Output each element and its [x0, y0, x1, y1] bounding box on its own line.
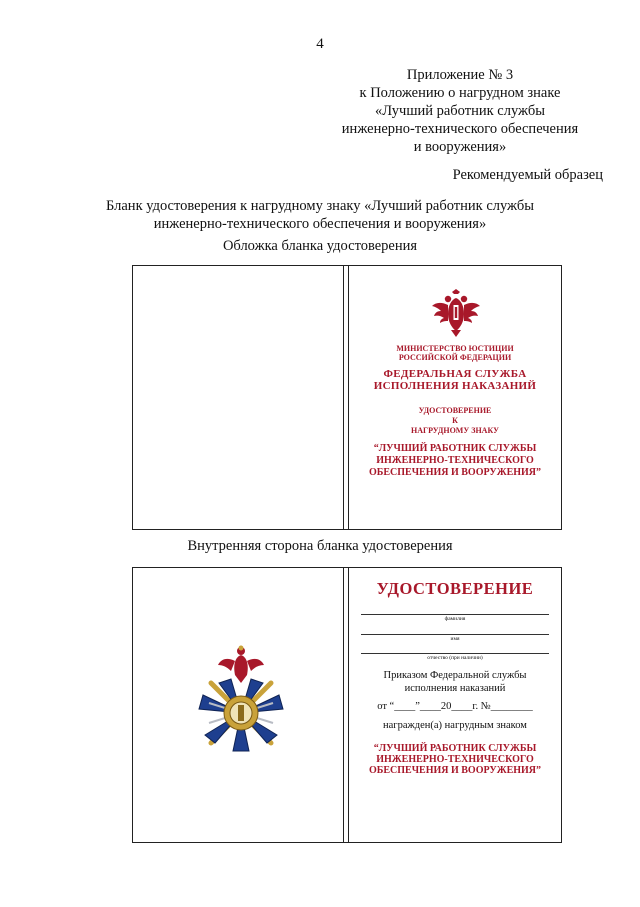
appendix-line: и вооружения» — [413, 139, 507, 155]
inner-spread — [132, 567, 562, 843]
order-line: Приказом Федеральной службы — [383, 670, 527, 681]
blank-title-line: Бланк удостоверения к нагрудному знаку «Лучший работник службы — [106, 198, 534, 214]
cover-service-line: ИСПОЛНЕНИЯ НАКАЗАНИЙ — [373, 380, 537, 392]
patronymic-hint: отчество (при наличии) — [427, 655, 483, 661]
inner-left-panel — [133, 568, 343, 842]
inner-spine-line — [343, 568, 344, 842]
inner-award-line: ОБЕСПЕЧЕНИЯ И ВООРУЖЕНИЯ” — [368, 765, 542, 776]
cover-front-panel — [349, 266, 561, 529]
cover-cert-line: К — [452, 416, 458, 425]
patronymic-line — [361, 653, 549, 654]
cover-certificate-label — [349, 406, 561, 436]
appendix-line: инженерно-технического обеспечения — [341, 121, 579, 137]
cover-service — [349, 368, 561, 392]
order-line: исполнения наказаний — [404, 683, 506, 694]
blank-title-line: инженерно-технического обеспечения и вооружения» — [153, 216, 487, 232]
cover-back-panel — [133, 266, 343, 529]
appendix-line: к Положению о нагрудном знаке — [359, 85, 561, 101]
cover-service-line: ФЕДЕРАЛЬНАЯ СЛУЖБА — [383, 368, 527, 380]
surname-hint: фамилия — [444, 616, 466, 622]
double-headed-eagle-emblem-icon — [431, 288, 481, 338]
inner-title: УДОСТОВЕРЕНИЕ — [376, 579, 534, 598]
blank-title — [90, 197, 550, 233]
cover-award-name — [349, 443, 561, 479]
cover-spine-line — [343, 266, 344, 529]
name-hint: имя — [450, 636, 460, 642]
inner-caption: Внутренняя сторона бланка удостоверения — [187, 538, 453, 554]
award-badge-icon — [193, 643, 289, 755]
inner-award-line: “ЛУЧШИЙ РАБОТНИК СЛУЖБЫ — [373, 743, 537, 754]
inner-award-line: ИНЖЕНЕРНО-ТЕХНИЧЕСКОГО — [376, 754, 534, 765]
order-date-line: от “____”____20____г. №________ — [377, 701, 533, 712]
appendix-line: «Лучший работник службы — [375, 103, 545, 119]
sample-note: Рекомендуемый образец — [452, 167, 603, 183]
cover-ministry-line: МИНИСТЕРСТВО ЮСТИЦИИ — [396, 344, 514, 353]
inner-right-panel — [349, 568, 561, 842]
order-text — [349, 669, 561, 695]
page-number: 4 — [316, 36, 324, 52]
cover-cert-line: НАГРУДНОМУ ЗНАКУ — [411, 426, 499, 435]
cover-ministry-line: РОССИЙСКОЙ ФЕДЕРАЦИИ — [398, 353, 512, 362]
cover-award-line: ИНЖЕНЕРНО-ТЕХНИЧЕСКОГО — [376, 455, 534, 466]
name-line — [361, 634, 549, 635]
cover-spread — [132, 265, 562, 530]
cover-award-line: “ЛУЧШИЙ РАБОТНИК СЛУЖБЫ — [373, 443, 537, 454]
appendix-heading — [320, 66, 600, 156]
inner-award-name — [349, 743, 561, 776]
cover-cert-line: УДОСТОВЕРЕНИЕ — [418, 406, 492, 415]
cover-ministry — [349, 344, 561, 362]
surname-line — [361, 614, 549, 615]
appendix-line: Приложение № 3 — [406, 67, 514, 83]
awarded-text: награжден(а) нагрудным знаком — [383, 720, 527, 731]
cover-award-line: ОБЕСПЕЧЕНИЯ И ВООРУЖЕНИЯ” — [368, 467, 542, 478]
cover-caption: Обложка бланка удостоверения — [222, 238, 418, 254]
